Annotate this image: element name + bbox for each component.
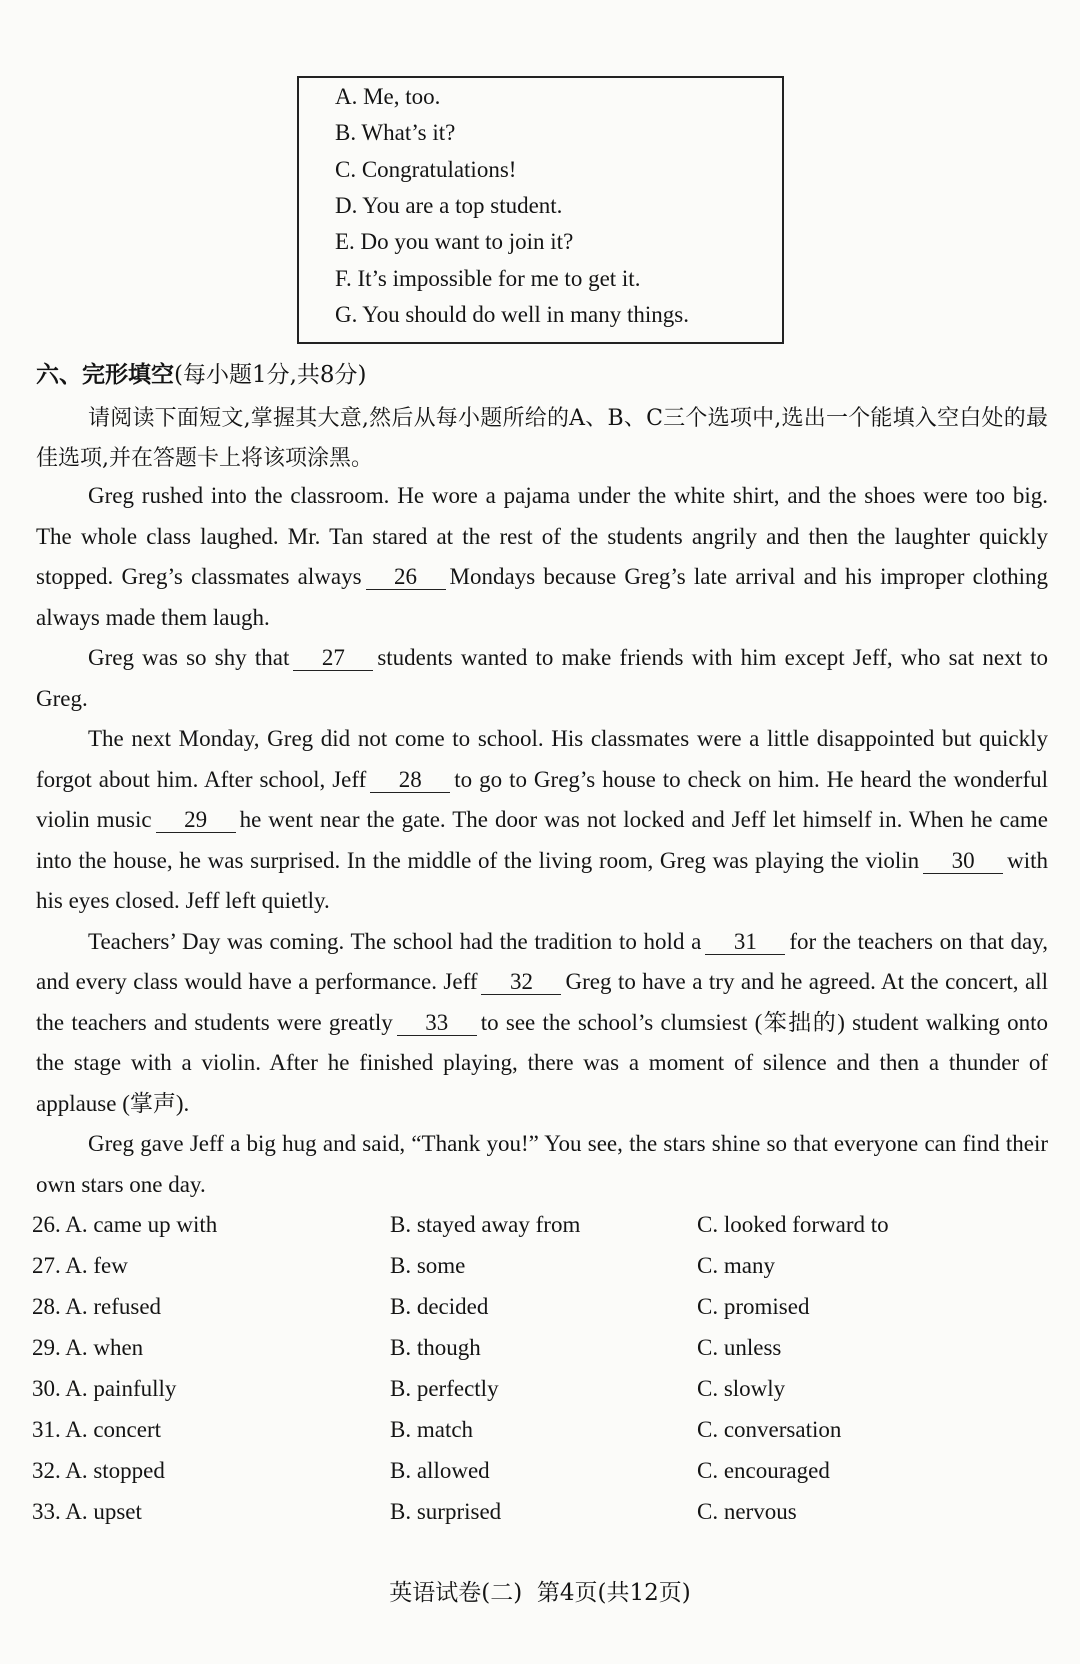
- blank-32: 32: [481, 970, 561, 995]
- choice-a: 30. A. painfully: [32, 1376, 177, 1401]
- question-27: [32, 1253, 1032, 1293]
- choice-b: B. though: [390, 1335, 481, 1360]
- passage-text: he went near the gate. The door was not locked and Jeff let himself in. When he came into the house, he was surprised. In the middle of the living room, Greg was playing the violin: [36, 807, 1048, 873]
- passage-text: Greg to have a try and he agreed. At the concert, all the teachers and students were greatly: [36, 969, 1048, 1035]
- question-31: [32, 1417, 1032, 1457]
- blank-26: 26: [366, 565, 446, 590]
- choice-a: 33. A. upset: [32, 1499, 142, 1524]
- passage-text: with his eyes closed. Jeff left quietly.: [36, 847, 1048, 913]
- choice-b: B. allowed: [390, 1458, 490, 1483]
- option-e: E. Do you want to join it?: [335, 229, 574, 254]
- passage-text: students wanted to make friends with him except Jeff, who sat next to Greg.: [36, 645, 1048, 711]
- section-scoring-note: (每小题1分,共8分): [174, 362, 367, 388]
- choice-a: 27. A. few: [32, 1253, 128, 1278]
- passage-text: Greg gave Jeff a big hug and said, “Thank you!” You see, the stars shine so that everyone can find their own stars one day.: [36, 1131, 1048, 1197]
- passage-text: Greg was so shy that: [88, 645, 290, 670]
- choice-c: C. nervous: [697, 1499, 797, 1524]
- choice-c: C. encouraged: [697, 1458, 830, 1483]
- choice-a: 28. A. refused: [32, 1294, 162, 1319]
- passage-paragraph: [36, 1124, 1048, 1205]
- option-a: A. Me, too.: [335, 84, 441, 109]
- option-b: B. What’s it?: [335, 120, 456, 145]
- question-33: [32, 1499, 1032, 1539]
- choice-c: C. unless: [697, 1335, 782, 1360]
- blank-30: 30: [923, 849, 1003, 874]
- section-title: 六、完形填空: [36, 362, 174, 388]
- choice-a: 31. A. concert: [32, 1417, 162, 1442]
- passage-text: Teachers’ Day was coming. The school had the tradition to hold a: [88, 928, 702, 954]
- option-c: C. Congratulations!: [335, 157, 517, 182]
- question-32: [32, 1458, 1032, 1498]
- passage-paragraph: [36, 922, 1048, 1125]
- choice-a: 26. A. came up with: [32, 1212, 218, 1237]
- passage-text: Greg rushed into the classroom. He wore a pajama under the white shirt, and the shoes were too big. The whole class laughed. Mr. Tan stared at the rest of the students angrily and then the laughter quickly stopped. Greg’s classmates always: [36, 483, 1048, 589]
- choice-c: C. many: [697, 1253, 775, 1278]
- question-30: [32, 1376, 1032, 1416]
- choice-c: C. conversation: [697, 1417, 842, 1442]
- blank-31: 31: [705, 930, 785, 955]
- choice-b: B. decided: [390, 1294, 489, 1319]
- option-d: D. You are a top student.: [335, 193, 563, 218]
- passage-paragraph: [36, 719, 1048, 922]
- choice-b: B. perfectly: [390, 1376, 499, 1401]
- options-box: [297, 76, 784, 344]
- question-28: [32, 1294, 1032, 1334]
- option-f: F. It’s impossible for me to get it.: [335, 266, 641, 291]
- passage-text: for the teachers on that day, and every class would have a performance. Jeff: [36, 928, 1048, 994]
- page-footer: 英语试卷(二) 第4页(共12页): [389, 1580, 691, 1606]
- choice-c: C. looked forward to: [697, 1212, 889, 1237]
- choice-c: C. promised: [697, 1294, 810, 1319]
- option-g: G. You should do well in many things.: [335, 302, 689, 327]
- choice-c: C. slowly: [697, 1376, 786, 1401]
- blank-29: 29: [156, 808, 236, 833]
- passage-text: to go to Greg’s house to check on him. He heard the wonderful violin music: [36, 766, 1049, 832]
- choice-b: B. surprised: [390, 1499, 502, 1524]
- blank-28: 28: [370, 768, 450, 793]
- choice-a: 29. A. when: [32, 1335, 144, 1360]
- blank-33: 33: [397, 1011, 477, 1036]
- question-29: [32, 1335, 1032, 1375]
- passage-text: to see the school’s clumsiest (笨拙的) student walking onto the stage with a violin. After he finished playing, there was a moment of silence and then a thunder of applause (掌声).: [36, 1009, 1048, 1116]
- section-instruction: 请阅读下面短文,掌握其大意,然后从每小题所给的A、B、C三个选项中,选出一个能填入空白处的最佳选项,并在答题卡上将该项涂黑。: [36, 406, 1048, 471]
- choice-b: B. match: [390, 1417, 474, 1442]
- choice-b: B. some: [390, 1253, 466, 1278]
- choice-a: 32. A. stopped: [32, 1458, 165, 1483]
- cloze-passage: [36, 476, 1048, 1205]
- section-heading: [36, 356, 367, 389]
- passage-paragraph: [36, 476, 1048, 638]
- choice-b: B. stayed away from: [390, 1212, 581, 1237]
- question-26: [32, 1212, 1032, 1252]
- passage-text: Mondays because Greg’s late arrival and his improper clothing always made them laugh.: [36, 564, 1048, 630]
- passage-paragraph: [36, 638, 1048, 719]
- passage-text: The next Monday, Greg did not come to school. His classmates were a little disappointed but quickly forgot about him. After school, Jeff: [36, 726, 1048, 792]
- blank-27: 27: [293, 646, 373, 671]
